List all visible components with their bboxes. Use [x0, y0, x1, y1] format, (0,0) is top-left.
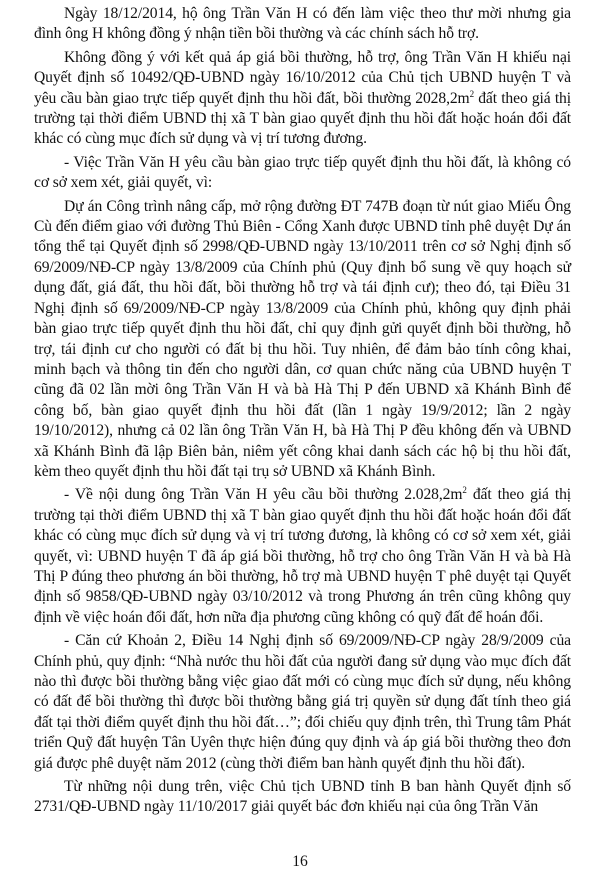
paragraph-2-superscript: 2 [469, 88, 474, 99]
paragraph-1: Ngày 18/12/2014, hộ ông Trần Văn H có đến làm việc theo thư mời nhưng gia đình ông H không đồng ý nhận tiền bồi thường và các chính sách hỗ trợ. [34, 5, 571, 43]
paragraph-2-text-after: đất theo giá thị trường tại thời điểm UBND thị xã T bàn giao quyết định thu hồi đất hoặc hoán đổi đất khác có cùng mục đích sử dụng và vị trí tương đương. [34, 89, 571, 148]
paragraph-5-superscript: 2 [462, 485, 467, 496]
page-number: 16 [292, 853, 308, 870]
paragraph-5 [34, 485, 571, 628]
paragraph-6: - Căn cứ Khoản 2, Điều 14 Nghị định số 69/2009/NĐ-CP ngày 28/9/2009 của Chính phủ, quy định: “Nhà nước thu hồi đất của người đang sử dụng vào mục đích đất nào thì được bồi thường bằng việc giao đất mới có cùng mục đích sử dụng, nếu không có đất để bồi thường thì được bồi thường bằng giá trị quyền sử dụng đất tính theo giá đất tại thời điểm quyết định thu hồi đất…”; đối chiếu quy định trên, thì Trung tâm Phát triển Quỹ đất huyện Tân Uyên thực hiện đúng quy định và áp giá bồi thường theo đơn giá được phê duyệt năm 2012 (cùng thời điểm ban hành quyết định thu hồi đất). [34, 632, 571, 772]
paragraph-3: - Việc Trần Văn H yêu cầu bàn giao trực tiếp quyết định thu hồi đất, là không có cơ sở xem xét, giải quyết, vì: [34, 153, 571, 192]
document-body [34, 4, 571, 821]
paragraph-2 [34, 48, 571, 150]
paragraph-5-text-before: - Về nội dung ông Trần Văn H yêu cầu bồi thường 2.028,2m [64, 486, 463, 504]
paragraph-7: Từ những nội dung trên, việc Chủ tịch UBND tỉnh B ban hành Quyết định số 2731/QĐ-UBND ngày 11/10/2017 giải quyết bác đơn khiếu nại của ông Trần Văn [34, 778, 571, 816]
paragraph-4: Dự án Công trình nâng cấp, mở rộng đường ĐT 747B đoạn từ nút giao Miếu Ông Cù đến điểm giao với đường Thủ Biên - Cổng Xanh được UBND tỉnh phê duyệt Dự án tổng thể tại Quyết định số 2998/QĐ-UBND ngày 13/10/2011 trên cơ sở Nghị định số 69/2009/NĐ-CP ngày 13/8/2009 của Chính phủ (Quy định bổ sung về quy hoạch sử dụng đất, giá đất, thu hồi đất, bồi thường hỗ trợ và tái định cư); theo đó, tại Điều 31 Nghị định số 69/2009/NĐ-CP ngày 13/8/2009 của Chính phủ, không quy định phải bàn giao trực tiếp quyết định thu hồi đất, chỉ quy định gửi quyết định bồi thường, hỗ trợ, tái định cư cho người có đất bị thu hồi. Tuy nhiên, để đảm bảo tính công khai, minh bạch và thông tin đến cho người dân, cơ quan chức năng của UBND huyện T cũng đã 02 lần mời ông Trần Văn H và bà Hà Thị P đến UBND xã Khánh Bình để công bố, bàn giao quyết định thu hồi đất (lần 1 ngày 19/9/2012; lần 2 ngày 19/10/2012), nhưng cả 02 lần ông Trần Văn H, bà Hà Thị P đều không đến và UBND xã Khánh Bình đã lập Biên bản, niêm yết công khai danh sách các hộ bị thu hồi đất, kèm theo quyết định thu hồi đất tại trụ sở UBND xã Khánh Bình. [34, 197, 571, 480]
paragraph-5-text-after: đất theo giá thị trường tại thời điểm UBND thị xã T bàn giao quyết định thu hồi đất hoặc hoán đổi đất khác có cùng mục đích sử dụng và vị trí tương đương, là không có cơ sở xem xét, giải quyết, vì: UBND huyện T đã áp giá bồi thường, hỗ trợ cho ông Trần Văn H và bà Hà Thị P đúng theo phương án bồi thường, hỗ trợ mà UBND huyện T phê duyệt tại Quyết định số 9858/QĐ-UBND ngày 03/10/2012 và trong Phương án trên cũng không quy định về việc hoán đổi đất, hơn nữa địa phương cũng không có quỹ đất để hoán đổi. [34, 486, 571, 626]
paragraph-2-text-before: Không đồng ý với kết quả áp giá bồi thường, hỗ trợ, ông Trần Văn H khiếu nại Quyết định số 10492/QĐ-UBND ngày 16/10/2012 của Chủ tịch UBND huyện T và yêu cầu bàn giao trực tiếp quyết định thu hồi đất, bồi thường 2028,2m [34, 48, 571, 107]
